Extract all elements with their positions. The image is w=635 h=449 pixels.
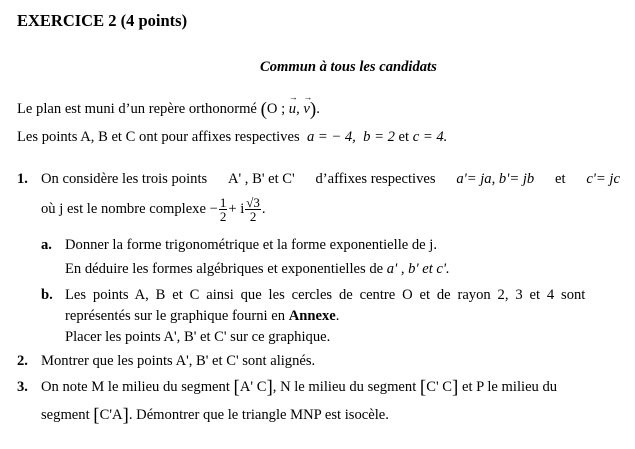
affix-a: a = − 4, <box>306 129 356 145</box>
question-1a-line-1 <box>41 237 437 254</box>
segment-CprimeC: C' C <box>426 379 452 395</box>
close-bracket: ] <box>451 377 459 398</box>
period: . <box>335 308 340 324</box>
q1b-text-2: représentés sur le graphique fourni en <box>65 308 286 324</box>
question-1-line-1 <box>17 171 620 188</box>
frac-numerator: 1 <box>219 195 227 210</box>
q1a-text-1: Donner la forme trigonométrique et la forme exponentielle de j. <box>65 237 438 253</box>
question-1-line-2 <box>41 196 266 223</box>
open-paren: ( <box>260 99 267 120</box>
fraction-sqrt3-half <box>245 196 261 223</box>
q1a-text-2: En déduire les formes algébriques et exponentielles de <box>65 261 384 277</box>
frac-numerator: √3 <box>246 195 260 210</box>
q3-text-3: et P le milieu du <box>461 379 558 395</box>
open-bracket: [ <box>93 405 100 426</box>
intro-line-2 <box>17 129 447 146</box>
q3-text-1: On note M le milieu du segment <box>41 379 230 395</box>
q1a-math: a' , b' et c'. <box>386 261 450 277</box>
question-1-number: 1. <box>17 171 28 187</box>
affix-b: b = 2 <box>363 129 395 145</box>
close-bracket: ] <box>266 377 273 398</box>
exercise-title: EXERCICE 2 (4 points) <box>17 11 188 30</box>
question-1b-line-2 <box>65 308 339 325</box>
segment-CprimeA: C'A <box>99 407 123 423</box>
period: . <box>261 200 266 217</box>
intro-line-1 <box>17 99 320 121</box>
affix-c: c = 4. <box>412 129 448 145</box>
segment-AprimeC: A' C <box>239 379 267 395</box>
c-prime-def: c'= jc <box>586 171 620 187</box>
question-3-line-2 <box>41 405 389 427</box>
intro-text-2: Les points A, B et C ont pour affixes respectives <box>17 129 300 145</box>
open-bracket: [ <box>419 377 427 398</box>
question-1a-label: a. <box>41 237 52 253</box>
vector-u: → u <box>289 101 296 118</box>
frac-denominator: 2 <box>249 209 257 224</box>
plus-i: + i <box>228 200 245 217</box>
question-1a-line-2 <box>65 261 450 278</box>
open-bracket: [ <box>233 377 240 398</box>
intro-text: Le plan est muni d’un repère orthonormé <box>17 101 257 117</box>
frac-denominator: 2 <box>219 209 227 224</box>
question-3-number: 3. <box>17 379 28 395</box>
vector-v: → v <box>303 101 309 118</box>
q1-text-1: On considère les trois points <box>41 171 208 187</box>
question-1b-label: b. <box>41 287 53 303</box>
question-3-line-1 <box>17 377 622 399</box>
question-1b-line-1 <box>41 287 621 304</box>
minus-sign: − <box>209 200 218 217</box>
q1-and: et <box>554 171 566 187</box>
close-paren: ) <box>309 99 317 120</box>
q3-text-2: , N le milieu du segment <box>272 379 417 395</box>
question-2 <box>17 353 315 370</box>
q3-line2-end: . Démontrer que le triangle MNP est isocèle. <box>128 407 389 423</box>
close-bracket: ] <box>122 405 129 426</box>
annexe-reference: Annexe <box>288 308 336 324</box>
a-prime-def: a'= ja, <box>456 171 496 187</box>
exercise-subtitle: Commun à tous les candidats <box>260 59 437 75</box>
q1b-text-1: Les points A, B et C ainsi que les cercles de centre O et de rayon 2, 3 et 4 sont <box>65 287 586 303</box>
and-word: et <box>398 129 410 145</box>
question-2-number: 2. <box>17 353 28 369</box>
q3-line2-text: segment <box>41 407 90 423</box>
period: . <box>316 101 320 117</box>
q1-line2-text: où j est le nombre complexe <box>41 200 206 217</box>
question-1b-line-3 <box>65 329 330 346</box>
q2-text: Montrer que les points A', B' et C' sont alignés. <box>41 353 316 369</box>
q1-points: A' , B' et C' <box>227 171 295 187</box>
frame-origin: O ; <box>266 101 286 117</box>
q1b-text-3: Placer les points A', B' et C' sur ce graphique. <box>65 329 331 345</box>
comma: , <box>296 101 300 117</box>
b-prime-def: b'= jb <box>498 171 535 187</box>
fraction-one-half <box>219 196 228 223</box>
q1-text-2: d’affixes respectives <box>315 171 436 187</box>
